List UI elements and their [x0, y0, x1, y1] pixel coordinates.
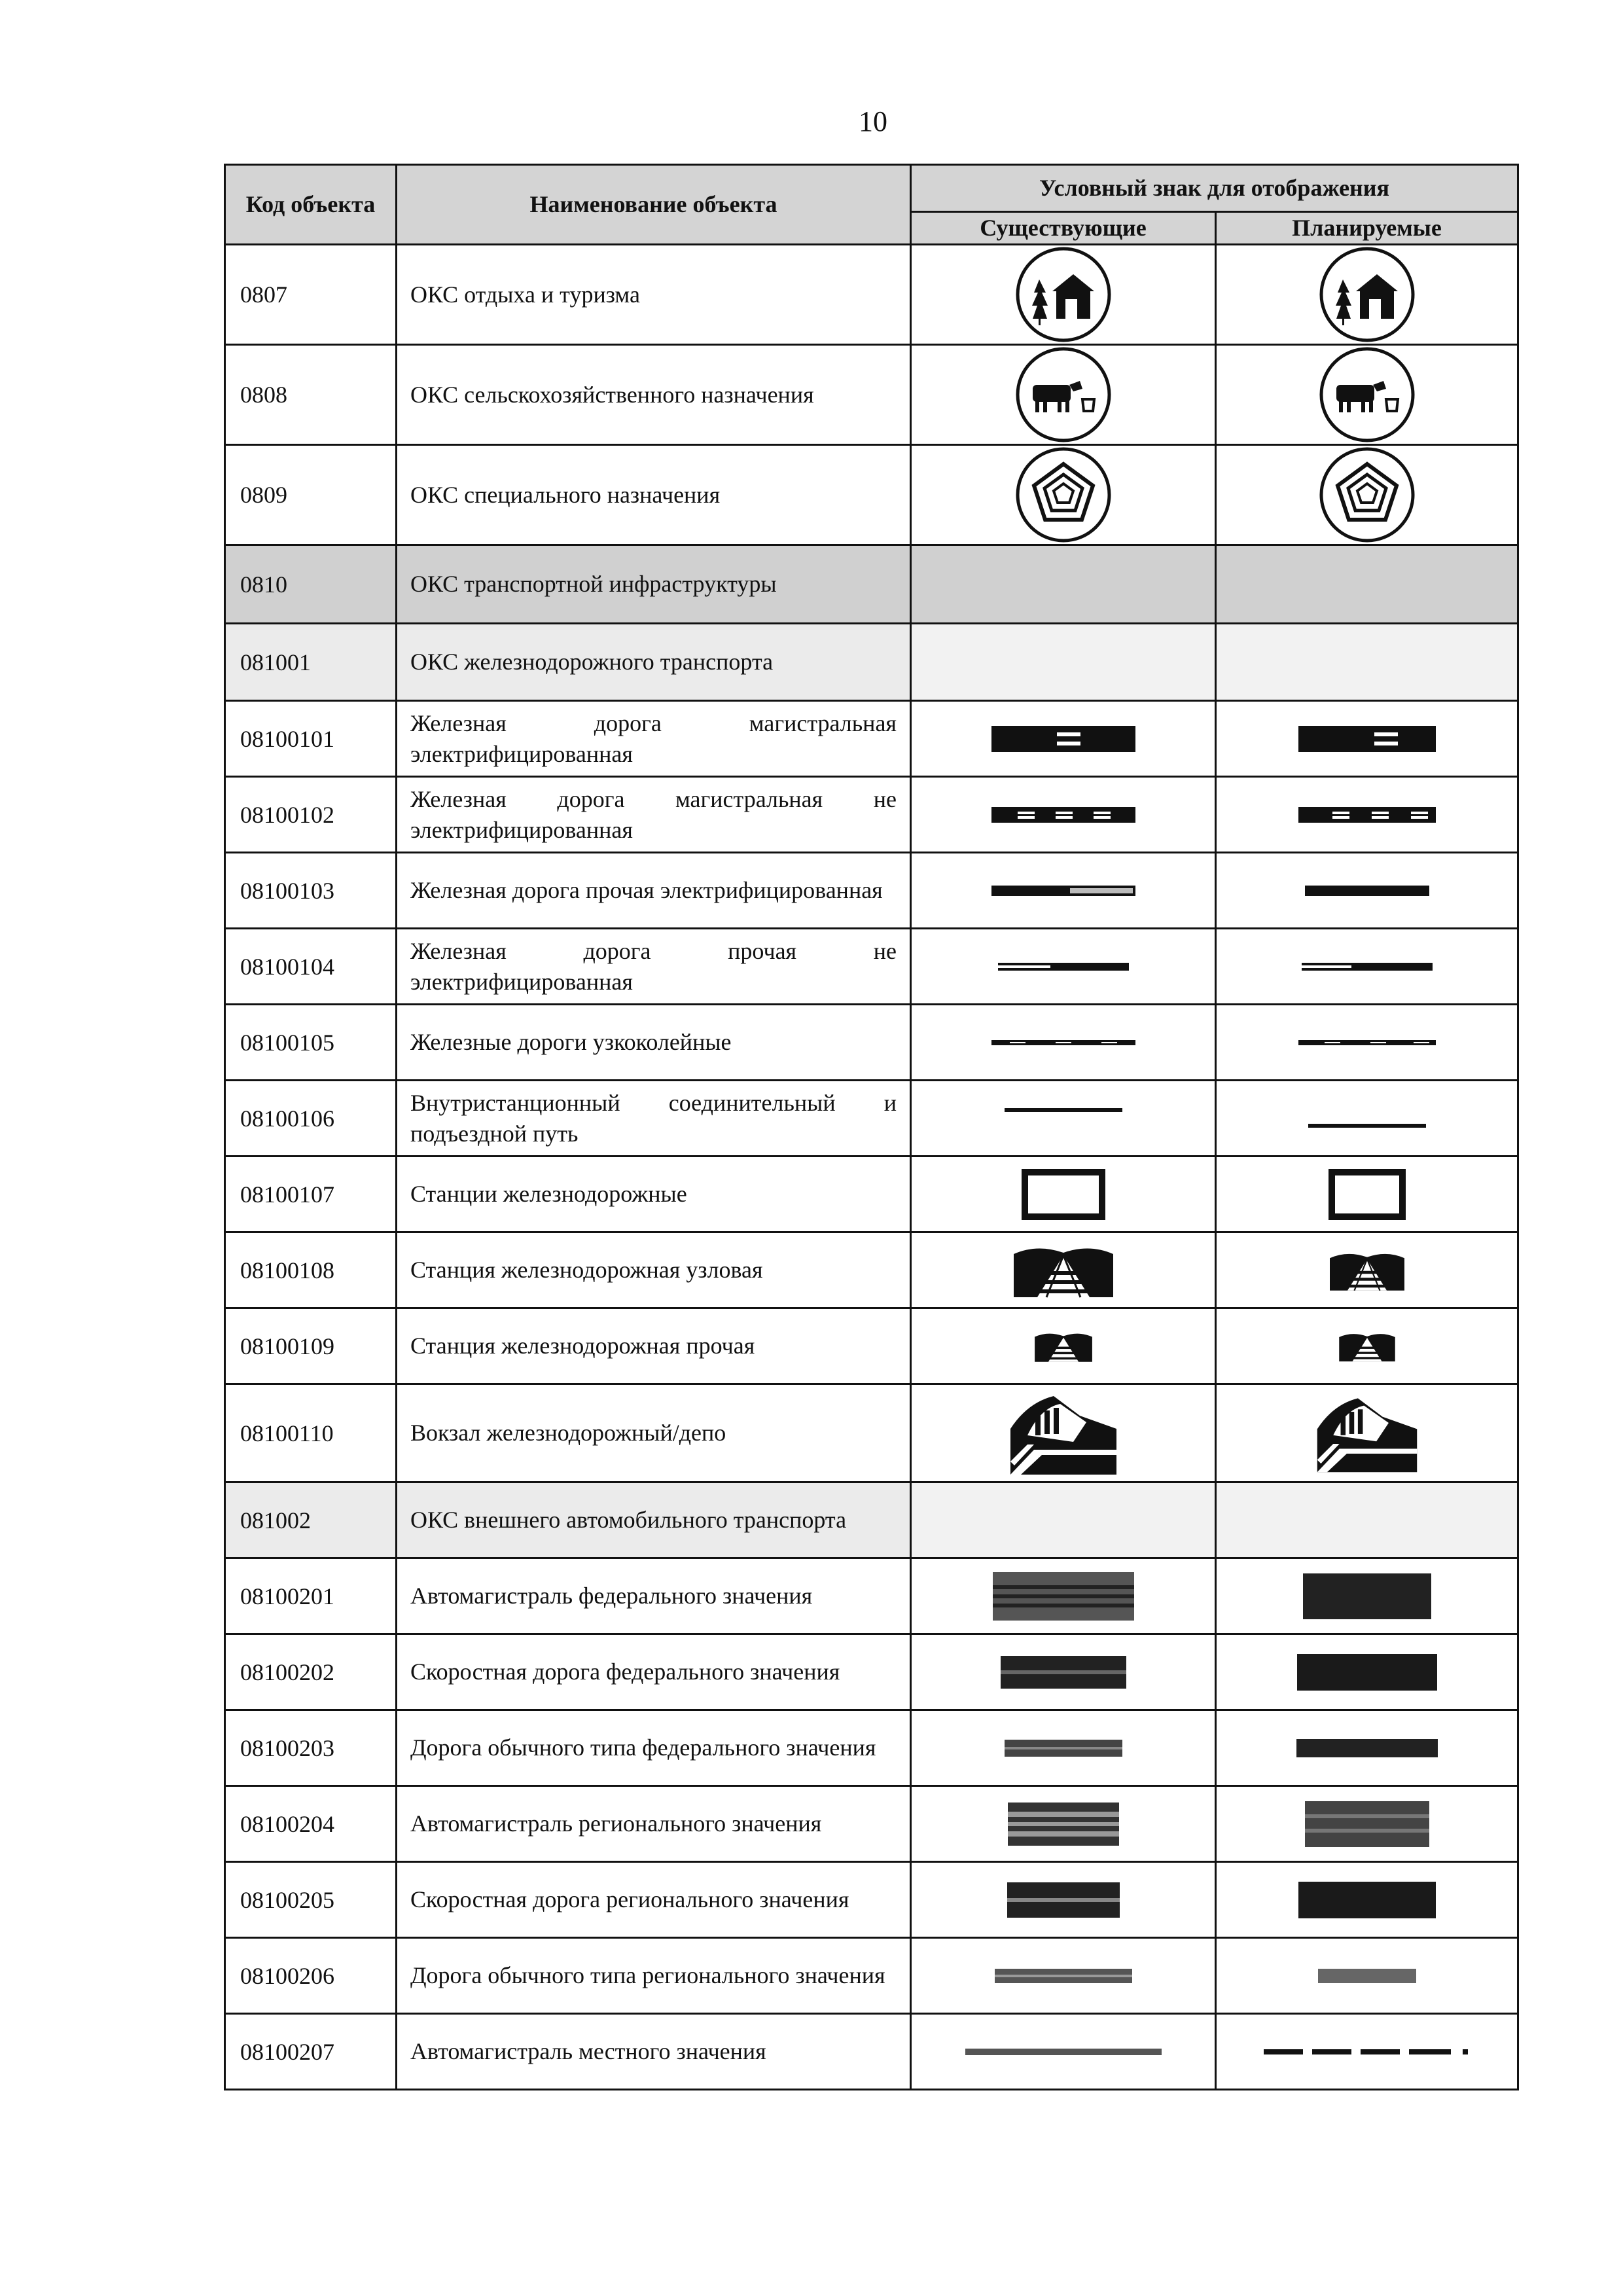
cow-icon: [1014, 346, 1113, 444]
station-rectangle-icon: [1328, 1168, 1406, 1221]
table-row: [225, 345, 1518, 445]
federal-motorway-icon: [993, 1572, 1134, 1621]
pentagon-icon: [1014, 446, 1113, 544]
object-code: 08100206: [225, 1938, 397, 2014]
rail-other-nonelectric-icon: [998, 960, 1129, 974]
train-depot-icon: [1008, 1390, 1119, 1477]
regional-expressway-icon: [1298, 1882, 1436, 1918]
object-code: 081001: [225, 624, 397, 701]
rail-main-electric-icon: [1298, 725, 1436, 753]
federal-road-icon: [1296, 1739, 1438, 1757]
rail-main-nonelectric-icon: [991, 805, 1135, 825]
rail-other-electric-icon: [1305, 884, 1429, 898]
junction-station-icon: [1011, 1241, 1116, 1300]
local-motorway-icon: [965, 2047, 1162, 2057]
object-name: ОКС отдыха и туризма: [397, 245, 911, 345]
cow-icon: [1318, 346, 1416, 444]
table-row: [225, 1634, 1518, 1710]
object-code: 08100109: [225, 1308, 397, 1384]
table-row: [225, 1786, 1518, 1862]
other-station-icon: [1338, 1329, 1397, 1363]
object-code: 08100102: [225, 777, 397, 853]
regional-expressway-icon: [1007, 1882, 1120, 1918]
table-row: [225, 2014, 1518, 2090]
object-name: Железная дорога магистральная не электрифицированная: [397, 777, 911, 853]
header-existing: Существующие: [911, 212, 1216, 245]
train-depot-icon: [1315, 1391, 1419, 1476]
page-number: 10: [859, 105, 887, 137]
rail-siding-icon: [1308, 1099, 1426, 1138]
object-code: 08100202: [225, 1634, 397, 1710]
object-code: 08100103: [225, 853, 397, 929]
rail-other-electric-icon: [991, 883, 1135, 899]
table-row: [225, 1081, 1518, 1157]
object-name: Автомагистраль местного значения: [397, 2014, 911, 2090]
object-code: 08100110: [225, 1384, 397, 1482]
federal-expressway-icon: [1001, 1656, 1126, 1689]
object-code: 0807: [225, 245, 397, 345]
table-row: [225, 445, 1518, 545]
table-row-section: [225, 545, 1518, 624]
object-name: ОКС сельскохозяйственного назначения: [397, 345, 911, 445]
object-code: 08100106: [225, 1081, 397, 1157]
header-symbol-group: Условный знак для отображения: [911, 165, 1518, 212]
table-row: [225, 929, 1518, 1005]
table-row: [225, 1558, 1518, 1634]
table-row: [225, 1384, 1518, 1482]
object-code: 08100107: [225, 1157, 397, 1232]
object-code: 08100105: [225, 1005, 397, 1081]
legend-table: [224, 164, 1519, 2090]
federal-expressway-icon: [1297, 1654, 1437, 1691]
object-name: Станции железнодорожные: [397, 1157, 911, 1232]
local-motorway-icon: [1264, 2047, 1471, 2056]
object-name: Скоростная дорога регионального значения: [397, 1862, 911, 1938]
rail-narrow-gauge-icon: [1298, 1037, 1436, 1048]
rail-main-electric-icon: [991, 723, 1135, 755]
header-planned: Планируемые: [1216, 212, 1518, 245]
object-code: 081002: [225, 1482, 397, 1558]
federal-motorway-icon: [1303, 1573, 1431, 1619]
table-row: [225, 777, 1518, 853]
table-row: [225, 1710, 1518, 1786]
table-row: [225, 1938, 1518, 2014]
table-row: [225, 1157, 1518, 1232]
object-code: 08100101: [225, 701, 397, 777]
object-name: Станция железнодорожная прочая: [397, 1308, 911, 1384]
pentagon-icon: [1318, 446, 1416, 544]
object-name: Дорога обычного типа регионального значения: [397, 1938, 911, 2014]
rail-other-nonelectric-icon: [1302, 960, 1433, 974]
object-code: 0810: [225, 545, 397, 624]
object-code: 08100207: [225, 2014, 397, 2090]
object-code: 0809: [225, 445, 397, 545]
header-code: Код объекта: [225, 165, 397, 245]
object-code: 08100205: [225, 1862, 397, 1938]
table-row: [225, 245, 1518, 345]
regional-motorway-icon: [1305, 1801, 1429, 1847]
object-code: 08100201: [225, 1558, 397, 1634]
object-name: ОКС железнодорожного транспорта: [397, 624, 911, 701]
table-row: [225, 701, 1518, 777]
table-row: [225, 1308, 1518, 1384]
rail-narrow-gauge-icon: [991, 1037, 1135, 1048]
table-row-subsection: [225, 1482, 1518, 1558]
object-name: Железная дорога прочая электрифицированная: [397, 853, 911, 929]
federal-road-icon: [1005, 1740, 1122, 1757]
object-name: Автомагистраль регионального значения: [397, 1786, 911, 1862]
table-row: [225, 1862, 1518, 1938]
regional-road-icon: [1318, 1967, 1416, 1984]
object-name: ОКС внешнего автомобильного транспорта: [397, 1482, 911, 1558]
other-station-icon: [1031, 1329, 1096, 1363]
object-name: ОКС специального назначения: [397, 445, 911, 545]
object-code: 08100104: [225, 929, 397, 1005]
object-name: Скоростная дорога федерального значения: [397, 1634, 911, 1710]
regional-motorway-icon: [1008, 1803, 1119, 1846]
header-name: Наименование объекта: [397, 165, 911, 245]
object-name: Железные дороги узкоколейные: [397, 1005, 911, 1081]
object-code: 08100203: [225, 1710, 397, 1786]
object-name: Железная дорога магистральная электрифицированная: [397, 701, 911, 777]
object-name: ОКС транспортной инфраструктуры: [397, 545, 911, 624]
table-row: [225, 1232, 1518, 1308]
object-name: Автомагистраль федерального значения: [397, 1558, 911, 1634]
object-name: Вокзал железнодорожный/депо: [397, 1384, 911, 1482]
object-name: Дорога обычного типа федерального значения: [397, 1710, 911, 1786]
regional-road-icon: [995, 1967, 1132, 1984]
recreation-house-icon: [1318, 245, 1416, 344]
table-row: [225, 1005, 1518, 1081]
rail-main-nonelectric-icon: [1298, 806, 1436, 824]
object-code: 0808: [225, 345, 397, 445]
object-name: Внутристанционный соединительный и подъездной путь: [397, 1081, 911, 1157]
station-rectangle-icon: [1021, 1168, 1106, 1221]
object-name: Станция железнодорожная узловая: [397, 1232, 911, 1308]
junction-station-icon: [1328, 1242, 1406, 1299]
object-code: 08100108: [225, 1232, 397, 1308]
object-name: Железная дорога прочая не электрифицированная: [397, 929, 911, 1005]
rail-siding-icon: [1005, 1099, 1122, 1138]
table-row-subsection: [225, 624, 1518, 701]
table-row: [225, 853, 1518, 929]
object-code: 08100204: [225, 1786, 397, 1862]
recreation-house-icon: [1014, 245, 1113, 344]
